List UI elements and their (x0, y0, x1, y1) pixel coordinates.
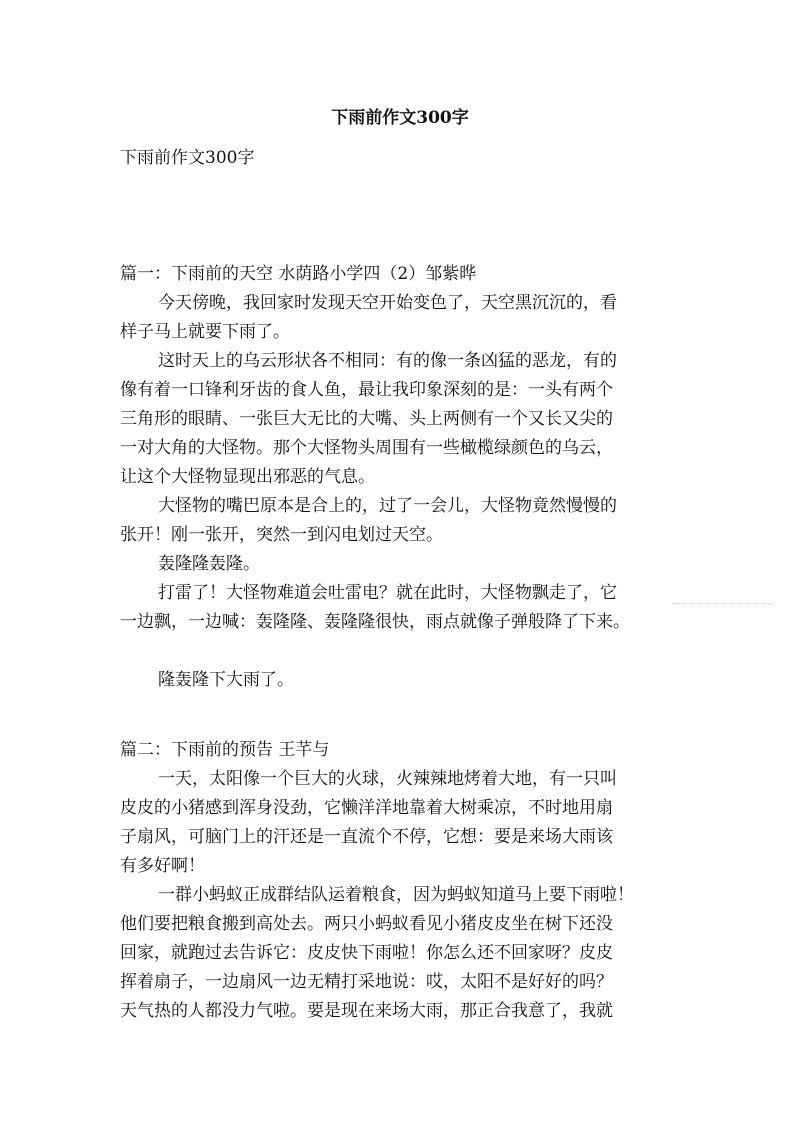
article-section-2 (120, 736, 700, 1026)
section-heading: 篇一：下雨前的天空 水荫路小学四（2）邹紫晔 (120, 264, 477, 284)
paragraph-line: 皮皮的小猪感到浑身没劲，它懒洋洋地靠着大树乘凉，不时地用扇 (120, 798, 613, 818)
paragraph-line: 子扇风，可脑门上的汗还是一直流个不停，它想：要是来场大雨该 (120, 827, 613, 847)
paragraph-line: 像有着一口锋利牙齿的食人鱼，最让我印象深刻的是：一头有两个 (120, 380, 613, 400)
paragraph-line: 打雷了！大怪物难道会吐雷电？就在此时，大怪物飘走了，它 (158, 583, 617, 603)
paragraph-line: 回家，就跑过去告诉它：皮皮快下雨啦！你怎么还不回家呀？皮皮 (120, 943, 613, 963)
paragraph-line: 这时天上的乌云形状各不相同：有的像一条凶猛的恶龙，有的 (158, 351, 617, 371)
paragraph-line: 一天，太阳像一个巨大的火球，火辣辣地烤着大地，有一只叫 (158, 769, 617, 789)
paragraph-line: 隆轰隆下大雨了。 (158, 670, 294, 690)
paragraph-line: 轰隆隆轰隆。 (158, 554, 260, 574)
dotted-divider (672, 603, 772, 604)
paragraph-line: 张开！刚一张开，突然一到闪电划过天空。 (120, 525, 443, 545)
paragraph-line: 一边飘，一边喊：轰隆隆、轰隆隆很快，雨点就像子弹般降了下来。 (120, 612, 630, 632)
blank-line (120, 637, 700, 666)
page-title: 下雨前作文300字 (331, 108, 469, 128)
paragraph-line: 有多好啊！ (120, 856, 205, 876)
paragraph-line: 天气热的人都没力气啦。要是现在来场大雨，那正合我意了，我就 (120, 1001, 613, 1021)
paragraph-line: 让这个大怪物显现出邪恶的气息。 (120, 467, 375, 487)
document-subtitle: 下雨前作文300字 (120, 148, 255, 168)
paragraph-line: 挥着扇子，一边扇风一边无精打采地说：哎，太阳不是好好的吗？ (120, 972, 613, 992)
section-body (120, 765, 700, 1026)
article-section-1 (120, 260, 700, 695)
paragraph-line: 三角形的眼睛、一张巨大无比的大嘴、头上两侧有一个又长又尖的 (120, 409, 613, 429)
section-body (120, 289, 700, 695)
paragraph-line: 一对大角的大怪物。那个大怪物头周围有一些橄榄绿颜色的乌云， (120, 438, 613, 458)
paragraph-line: 他们要把粮食搬到高处去。两只小蚂蚁看见小猪皮皮坐在树下还没 (120, 914, 613, 934)
paragraph-line: 今天傍晚，我回家时发现天空开始变色了，天空黑沉沉的，看 (158, 293, 617, 313)
paragraph-line: 样子马上就要下雨了。 (120, 322, 290, 342)
paragraph-line: 大怪物的嘴巴原本是合上的，过了一会儿，大怪物竟然慢慢的 (158, 496, 617, 516)
section-heading: 篇二：下雨前的预告 王芊与 (120, 740, 330, 760)
paragraph-line: 一群小蚂蚁正成群结队运着粮食，因为蚂蚁知道马上要下雨啦！ (158, 885, 634, 905)
